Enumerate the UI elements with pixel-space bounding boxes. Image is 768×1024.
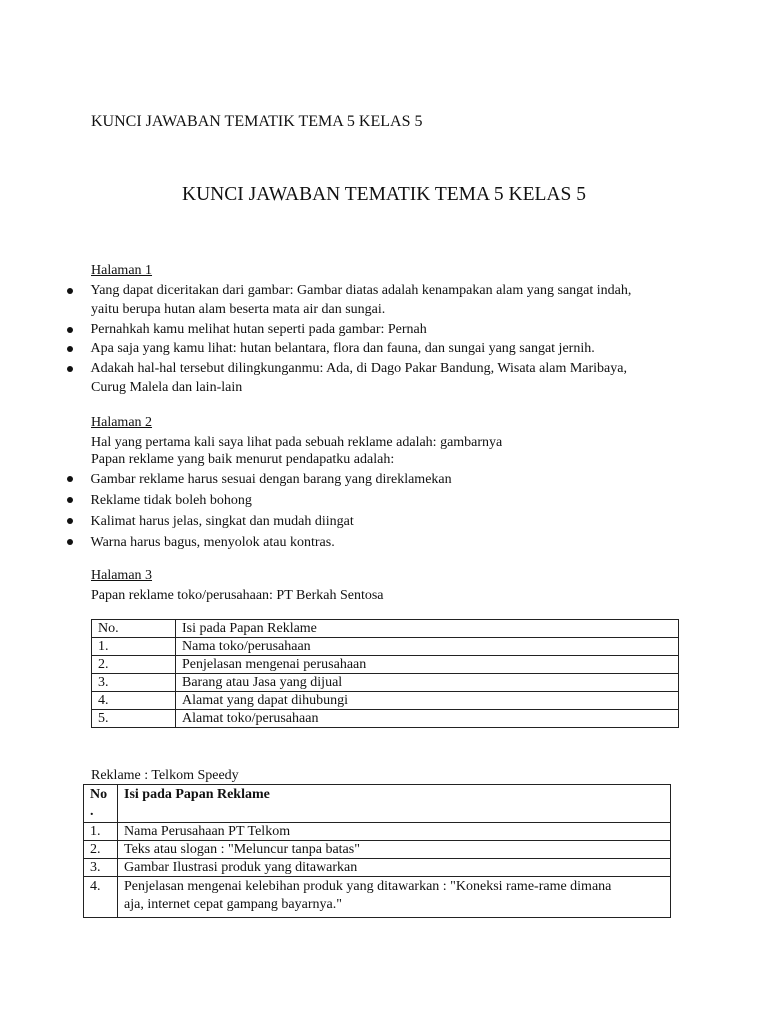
table-cell: Penjelasan mengenai perusahaan <box>176 656 679 674</box>
table-cell: Alamat yang dapat dihubungi <box>176 692 679 710</box>
table-cell: 2. <box>84 841 118 859</box>
bullet-icon <box>67 518 73 524</box>
table-cell: 3. <box>92 674 176 692</box>
bullet-icon <box>67 366 73 372</box>
section-halaman-2 <box>91 413 731 553</box>
bullet-icon <box>67 288 73 294</box>
list-item: Warna harus bagus, menyolok atau kontras. <box>87 532 731 553</box>
table-cell: Barang atau Jasa yang dijual <box>176 674 679 692</box>
table-cell: Penjelasan mengenai kelebihan produk yang ditawarkan : "Koneksi rame-rame dimana aja, internet cepat gampang bayarnya." <box>118 877 671 918</box>
paragraph: Papan reklame yang baik menurut pendapatku adalah: <box>91 452 395 467</box>
list-item: Adakah hal-hal tersebut dilingkunganmu: Ada, di Dago Pakar Bandung, Wisata alam Maribaya, <box>87 359 731 379</box>
table-header-cell: Isi pada Papan Reklame <box>176 620 679 638</box>
table-header-cell: No . <box>84 785 118 823</box>
table-row <box>84 877 671 918</box>
bullet-icon <box>67 327 73 333</box>
table-row <box>92 692 679 710</box>
table-row <box>84 859 671 877</box>
list-item: Pernahkah kamu melihat hutan seperti pada gambar: Pernah <box>87 320 731 340</box>
table-cell: 5. <box>92 710 176 728</box>
section-heading: Halaman 3 <box>91 568 153 583</box>
list-item: Yang dapat diceritakan dari gambar: Gambar diatas adalah kenampakan alam yang sangat indah, <box>87 281 731 301</box>
table-row <box>92 638 679 656</box>
section-halaman-3 <box>91 566 731 605</box>
table-row <box>84 823 671 841</box>
table-row <box>92 674 679 692</box>
table-row <box>84 841 671 859</box>
table-cell: Gambar Ilustrasi produk yang ditawarkan <box>118 859 671 877</box>
table-cell: Teks atau slogan : "Meluncur tanpa batas" <box>118 841 671 859</box>
table-cell: Nama toko/perusahaan <box>176 638 679 656</box>
table-header-cell: No. <box>92 620 176 638</box>
table-header-cell: Isi pada Papan Reklame <box>118 785 671 823</box>
list-item: Apa saja yang kamu lihat: hutan belantara, flora dan fauna, dan sungai yang sangat jernih. <box>87 339 731 359</box>
table-cell: 1. <box>92 638 176 656</box>
reklame-caption: Reklame : Telkom Speedy <box>91 768 239 783</box>
paragraph: Papan reklame toko/perusahaan: PT Berkah Sentosa <box>91 587 384 603</box>
table-cell: Nama Perusahaan PT Telkom <box>118 823 671 841</box>
reklame-table-1 <box>91 619 679 728</box>
table-cell: Alamat toko/perusahaan <box>176 710 679 728</box>
bullet-icon <box>67 476 73 482</box>
table-cell: 4. <box>84 877 118 918</box>
list-item: Kalimat harus jelas, singkat dan mudah diingat <box>87 511 731 532</box>
bullet-icon <box>67 497 73 503</box>
table-cell: 4. <box>92 692 176 710</box>
table-cell: 2. <box>92 656 176 674</box>
section-heading: Halaman 2 <box>91 415 153 430</box>
document-title: KUNCI JAWABAN TEMATIK TEMA 5 KELAS 5 <box>182 184 586 205</box>
reklame-table-2 <box>83 784 671 918</box>
bullet-icon <box>67 539 73 545</box>
paragraph: Hal yang pertama kali saya lihat pada sebuah reklame adalah: gambarnya <box>91 434 503 450</box>
table-row <box>92 710 679 728</box>
section-heading: Halaman 1 <box>91 263 153 278</box>
table-header-row <box>92 620 679 638</box>
table-cell: 1. <box>84 823 118 841</box>
list-item-continuation: Curug Malela dan lain-lain <box>91 380 243 395</box>
table-row <box>92 656 679 674</box>
section-halaman-1 <box>91 261 731 398</box>
page-header: KUNCI JAWABAN TEMATIK TEMA 5 KELAS 5 <box>91 113 423 130</box>
table-cell: 3. <box>84 859 118 877</box>
list-item: Reklame tidak boleh bohong <box>87 490 731 511</box>
table-header-row <box>84 785 671 823</box>
bullet-icon <box>67 346 73 352</box>
list-item-continuation: yaitu berupa hutan alam beserta mata air dan sungai. <box>91 302 386 317</box>
list-item: Gambar reklame harus sesuai dengan barang yang direklamekan <box>87 469 731 490</box>
